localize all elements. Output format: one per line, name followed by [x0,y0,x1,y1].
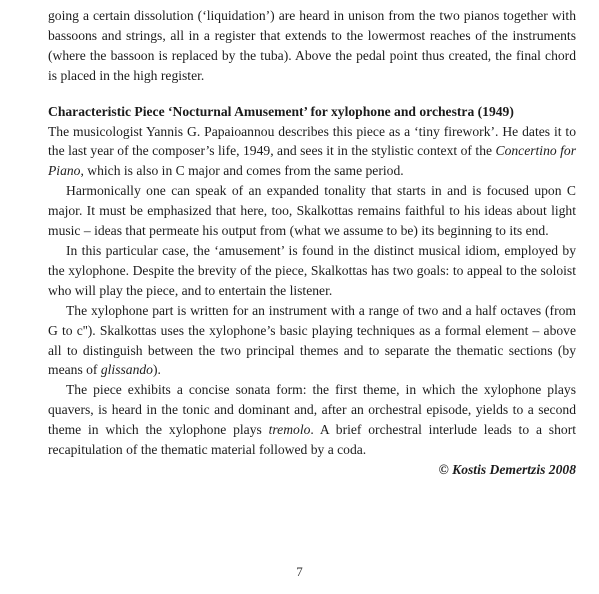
paragraph-5-text-b: . A brief orchestral interlude leads to a short recapitulation of the thematic material followed by a coda. [48,422,576,458]
paragraph-1-italic: Concertino for Piano [48,143,576,179]
section-heading: Characteristic Piece ‘Nocturnal Amusement’ for xylophone and orchestra (1949) [48,103,514,119]
paragraph-4-text-b: ). [152,362,161,378]
paragraph-1 [48,122,576,182]
paragraph-1-text-b: , which is also in C major and comes from the same period. [80,163,404,179]
paragraph-5-italic: tremolo [268,422,311,438]
paragraph-1-text-a: The musicologist Yannis G. Papaioannou describes this piece as a ‘tiny firework’. He dates it to the last year of the composer’s life, 1949, and sees it in the stylistic context of the [48,123,576,159]
paragraph-2: Harmonically one can speak of an expanded tonality that starts in and is focused upon C major. It must be emphasized that here, too, Skalkottas remains faithful to his ideas about light music – ideas that permeate his output from (what we assume to be) its beginning to its end. [48,183,576,239]
copyright-signature: © Kostis Demertzis 2008 [438,461,576,477]
paragraph-5 [48,380,576,460]
paragraph-4-italic: glissando [100,362,153,378]
intro-paragraph: going a certain dissolution (‘liquidation’) are heard in unison from the two pianos together with bassoons and strings, all in a register that extends to the lowermost reaches of the instruments (where the bassoon is replaced by the tuba). Above the pedal point thus created, the final chord is placed in the high register. [48,8,576,83]
paragraph-5-text-a: The piece exhibits a concise sonata form: the first theme, in which the xylophone plays quavers, is heard in the tonic and dominant and, after an orchestral episode, yields to a second theme in which the xylophone plays [48,382,576,438]
document-body [48,6,576,480]
paragraph-4 [48,301,576,381]
paragraph-4-text-a: The xylophone part is written for an instrument with a range of two and a half octaves (from G to c''). Skalkottas uses the xylophone’s basic playing techniques as a formal element – above all to distinguish between the two principal themes and to separate the thematic sections (by means of [48,302,576,378]
page-number: 7 [296,564,303,579]
paragraph-3: In this particular case, the ‘amusement’ is found in the distinct musical idiom, employed by the xylophone. Despite the brevity of the piece, Skalkottas has two goals: to appeal to the soloist who will play the piece, and to entertain the listener. [48,242,576,298]
